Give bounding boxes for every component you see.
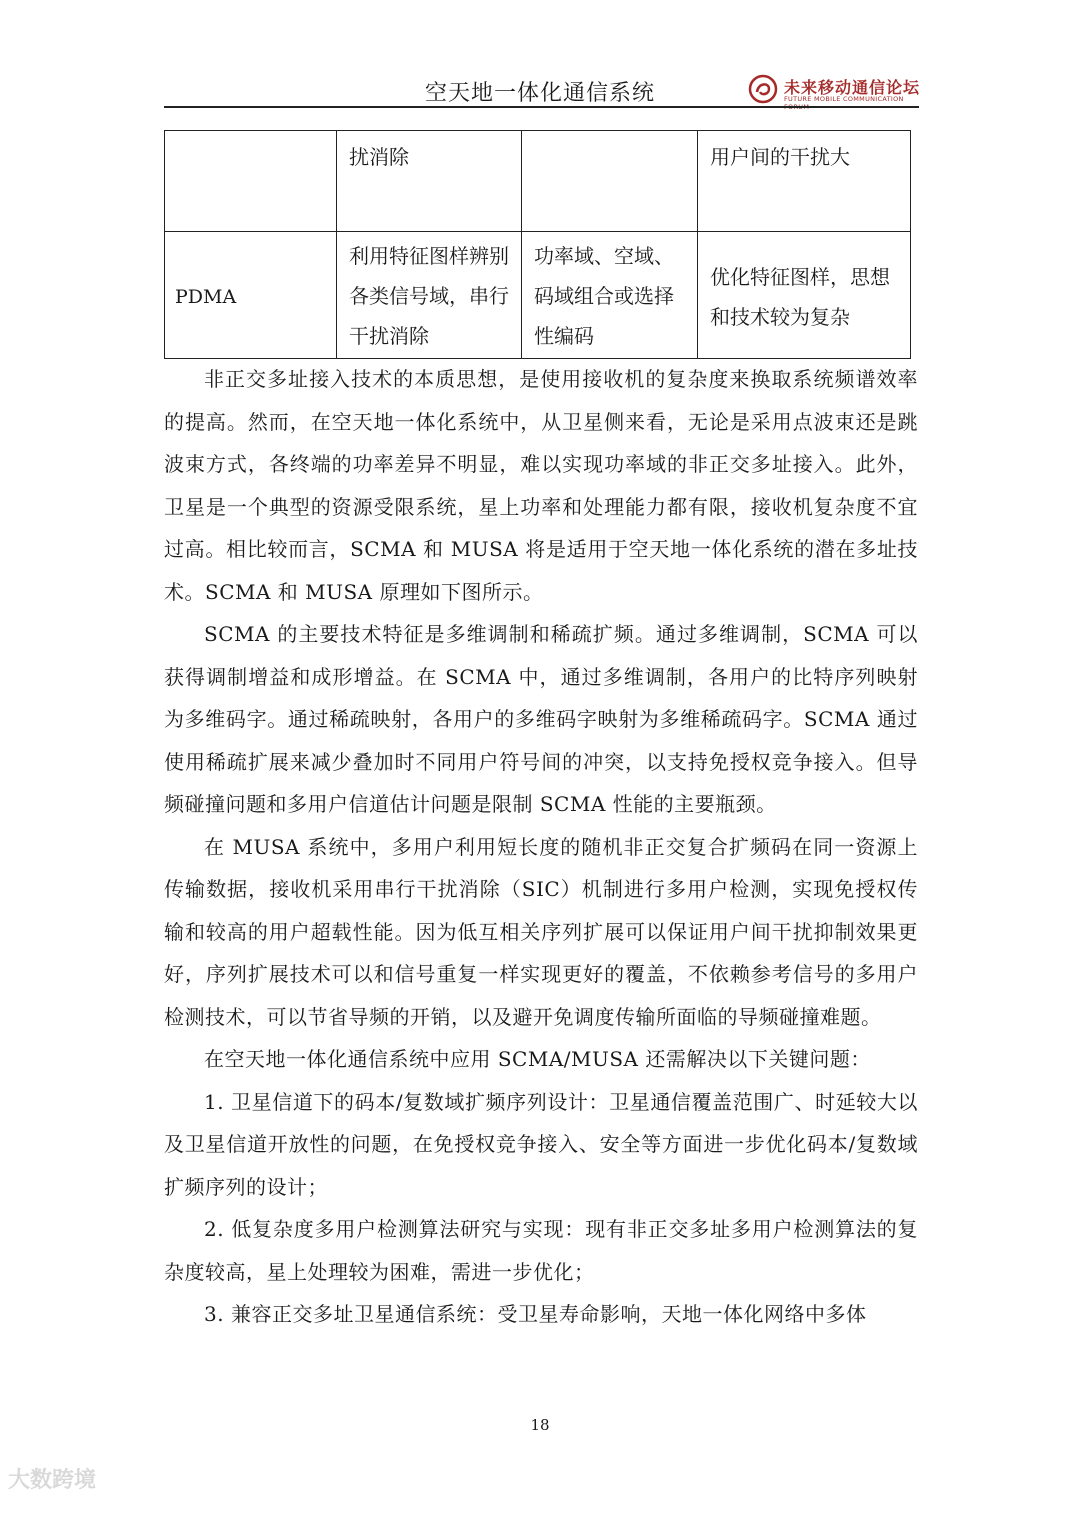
paragraph: 非正交多址接入技术的本质思想，是使用接收机的复杂度来换取系统频谱效率的提高。然而，在空天地一体化系统中，从卫星侧来看，无论是采用点波束还是跳波束方式，各终端的功率差异不明显，难以实现功率域的非正交多址接入。此外，卫星是一个典型的资源受限系统，星上功率和处理能力都有限，接收机复杂度不宜过高。相比较而言，SCMA 和 MUSA 将是适用于空天地一体化系统的潜在多址技术。SCMA 和 MUSA 原理如下图所示。 bbox=[164, 367, 918, 604]
watermark bbox=[8, 1463, 96, 1494]
table-cell: 利用特征图样辨别各类信号域，串行干扰消除 bbox=[337, 232, 522, 359]
table-cell: PDMA bbox=[165, 232, 337, 359]
page-header-title: 空天地一体化通信系统 bbox=[424, 81, 655, 106]
page-number: 18 bbox=[530, 1416, 550, 1434]
watermark-text: 大数跨境 bbox=[8, 1468, 97, 1493]
comparison-table bbox=[164, 130, 911, 359]
table-cell bbox=[522, 131, 698, 232]
paragraph: 在空天地一体化通信系统中应用 SCMA/MUSA 还需解决以下关键问题： bbox=[204, 1047, 871, 1071]
paragraph: 1. 卫星信道下的码本/复数域扩频序列设计：卫星通信覆盖范围广、时延较大以及卫星信道开放性的问题，在免授权竞争接入、安全等方面进一步优化码本/复数域扩频序列的设计； bbox=[164, 1089, 918, 1199]
table-cell: 功率域、空域、码域组合或选择性编码 bbox=[522, 232, 698, 359]
table-cell: 扰消除 bbox=[337, 131, 522, 232]
table-cell: 优化特征图样，思想和技术较为复杂 bbox=[698, 232, 911, 359]
logo-english-text: FUTURE MOBILE COMMUNICATION FORUM bbox=[784, 95, 904, 111]
paragraph: 在 MUSA 系统中，多用户利用短长度的随机非正交复合扩频码在同一资源上传输数据，接收机采用串行干扰消除（SIC）机制进行多用户检测，实现免授权传输和较高的用户超载性能。因为低互相关序列扩展可以保证用户间干扰抑制效果更好，序列扩展技术可以和信号重复一样实现更好的覆盖，不依赖参考信号的多用户检测技术，可以节省导频的开销，以及避开免调度传输所面临的导频碰撞难题。 bbox=[164, 834, 918, 1029]
table-cell: 用户间的干扰大 bbox=[698, 131, 911, 232]
body-text bbox=[164, 358, 918, 1336]
forum-logo bbox=[748, 72, 928, 111]
table-cell bbox=[165, 131, 337, 232]
table-row bbox=[165, 232, 911, 359]
header-divider bbox=[164, 106, 919, 108]
paragraph: SCMA 的主要技术特征是多维调制和稀疏扩频。通过多维调制，SCMA 可以获得调制增益和成形增益。在 SCMA 中，通过多维调制，各用户的比特序列映射为多维码字。通过稀疏映射，各用户的多维码字映射为多维稀疏码字。SCMA 通过使用稀疏扩展来减少叠加时不同用户符号间的冲突，以支持免授权竞争接入。但导频碰撞问题和多用户信道估计问题是限制 SCMA 性能的主要瓶颈。 bbox=[164, 622, 918, 816]
table-row bbox=[165, 131, 911, 232]
paragraph: 2. 低复杂度多用户检测算法研究与实现：现有非正交多址多用户检测算法的复杂度较高，星上处理较为困难，需进一步优化； bbox=[164, 1217, 918, 1284]
forum-logo-icon bbox=[748, 74, 778, 104]
paragraph: 3. 兼容正交多址卫星通信系统：受卫星寿命影响，天地一体化网络中多体 bbox=[204, 1302, 867, 1326]
logo-chinese-text: 未来移动通信论坛 bbox=[784, 78, 921, 97]
